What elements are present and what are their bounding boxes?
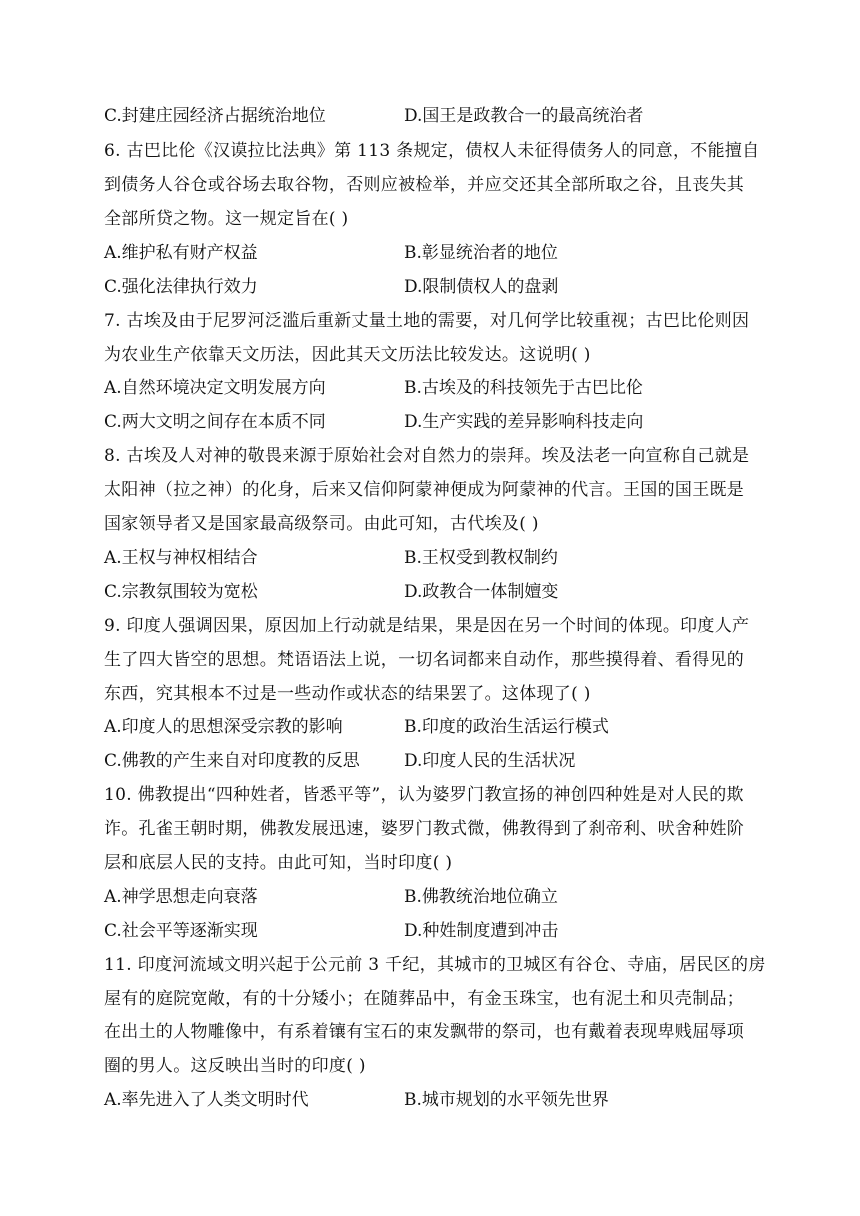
- question-6-line-2: 到债务人谷仓或谷场去取谷物，否则应被检举，并应交还其全部所取之谷，且丧失其: [104, 175, 745, 195]
- option-8a: A.王权与神权相结合: [104, 548, 258, 568]
- option-8c: C.宗教氛围较为宽松: [104, 582, 258, 602]
- question-6-line-1: 6. 古巴比伦《汉谟拉比法典》第 113 条规定，债权人未征得债务人的同意，不能擅自: [104, 141, 760, 161]
- option-11b: B.城市规划的水平领先世界: [404, 1090, 609, 1110]
- option-7c: C.两大文明之间存在本质不同: [104, 412, 326, 432]
- question-8-line-1: 8. 古埃及人对神的敬畏来源于原始社会对自然力的崇拜。埃及法老一向宣称自己就是: [104, 446, 750, 466]
- question-8-line-3: 国家领导者又是国家最高级祭司。由此可知，古代埃及( ): [104, 514, 539, 534]
- question-7-line-1: 7. 古埃及由于尼罗河泛滥后重新丈量土地的需要，对几何学比较重视；古巴比伦则因: [104, 311, 750, 331]
- question-7-line-2: 为农业生产依靠天文历法，因此其天文历法比较发达。这说明( ): [104, 345, 591, 365]
- question-10-line-3: 层和底层人民的支持。由此可知，当时印度( ): [104, 853, 453, 873]
- question-6-line-3: 全部所贷之物。这一规定旨在( ): [104, 209, 349, 229]
- question-9-line-2: 生了四大皆空的思想。梵语语法上说，一切名词都来自动作，那些摸得着、看得见的: [104, 650, 745, 670]
- option-6d: D.限制债权人的盘剥: [404, 277, 559, 297]
- question-10-line-2: 诈。孔雀王朝时期，佛教发展迅速，婆罗门教式微，佛教得到了刹帝利、吠舍种姓阶: [104, 819, 745, 839]
- question-11-line-4: 圈的男人。这反映出当时的印度( ): [104, 1056, 366, 1076]
- option-9d: D.印度人民的生活状况: [404, 751, 576, 771]
- option-5d: D.国王是政教合一的最高统治者: [404, 106, 644, 126]
- option-9a: A.印度人的思想深受宗教的影响: [104, 717, 343, 737]
- option-8d: D.政教合一体制嬗变: [404, 582, 559, 602]
- option-7d: D.生产实践的差异影响科技走向: [404, 412, 644, 432]
- option-7b: B.古埃及的科技领先于古巴比伦: [404, 378, 643, 398]
- question-8-line-2: 太阳神（拉之神）的化身，后来又信仰阿蒙神便成为阿蒙神的代言。王国的国王既是: [104, 480, 745, 500]
- question-11-line-1: 11. 印度河流域文明兴起于公元前 3 千纪，其城市的卫城区有谷仓、寺庙，居民区的房: [104, 955, 766, 975]
- option-9b: B.印度的政治生活运行模式: [404, 717, 609, 737]
- option-10b: B.佛教统治地位确立: [404, 887, 558, 907]
- option-10a: A.神学思想走向衰落: [104, 887, 258, 907]
- question-11-line-2: 屋有的庭院宽敞，有的十分矮小；在随葬品中，有金玉珠宝，也有泥土和贝壳制品；: [104, 989, 745, 1009]
- option-7a: A.自然环境决定文明发展方向: [104, 378, 326, 398]
- option-11a: A.率先进入了人类文明时代: [104, 1090, 309, 1110]
- question-9-line-3: 东西，究其根本不过是一些动作或状态的结果罢了。这体现了( ): [104, 684, 591, 704]
- question-10-line-1: 10. 佛教提出“四种姓者，皆悉平等”，认为婆罗门教宣扬的神创四种姓是对人民的欺: [104, 785, 744, 805]
- option-9c: C.佛教的产生来自对印度教的反思: [104, 751, 360, 771]
- option-8b: B.王权受到教权制约: [404, 548, 558, 568]
- option-6a: A.维护私有财产权益: [104, 243, 258, 263]
- option-10d: D.种姓制度遭到冲击: [404, 921, 559, 941]
- option-6b: B.彰显统治者的地位: [404, 243, 558, 263]
- option-10c: C.社会平等逐渐实现: [104, 921, 258, 941]
- option-5c: C.封建庄园经济占据统治地位: [104, 106, 326, 126]
- option-6c: C.强化法律执行效力: [104, 277, 258, 297]
- question-9-line-1: 9. 印度人强调因果，原因加上行动就是结果，果是因在另一个时间的体现。印度人产: [104, 616, 750, 636]
- question-11-line-3: 在出土的人物雕像中，有系着镶有宝石的束发飘带的祭司，也有戴着表现卑贱屈辱项: [104, 1022, 745, 1042]
